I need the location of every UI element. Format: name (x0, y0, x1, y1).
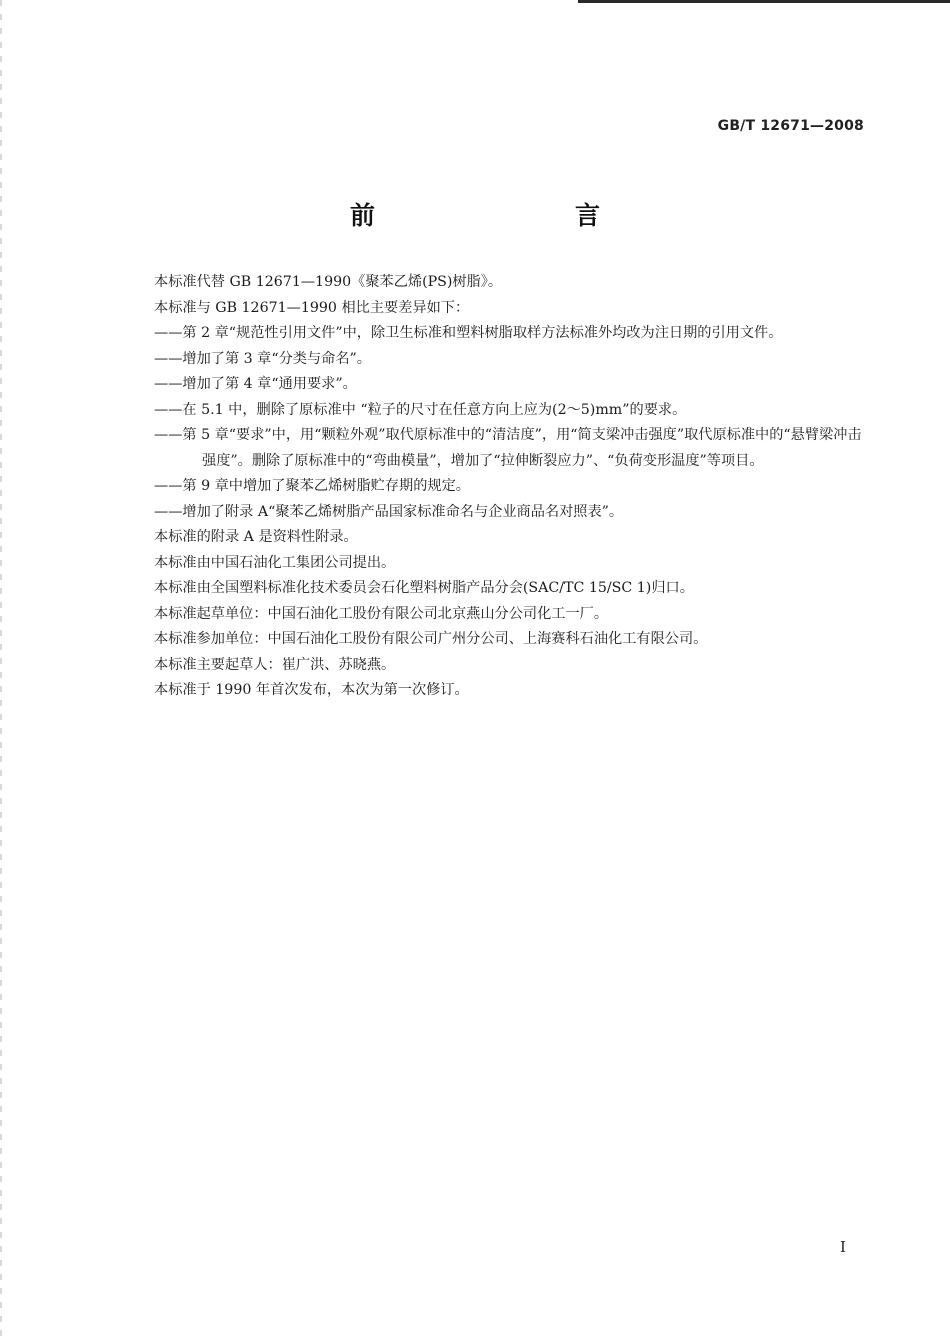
list-item: ——在 5.1 中，删除了原标准中 “粒子的尺寸在任意方向上应为(2～5)mm”的要求。 (154, 401, 687, 418)
paragraph: 本标准主要起草人：崔广洪、苏晓燕。 (154, 656, 396, 673)
list-item: ——增加了第 4 章“通用要求”。 (154, 376, 357, 392)
paragraph: 本标准与 GB 12671—1990 相比主要差异如下： (154, 299, 470, 316)
header-rule (578, 0, 950, 3)
page-title: 前 言 (349, 201, 650, 230)
paragraph: 本标准由全国塑料标准化技术委员会石化塑料树脂产品分会(SAC/TC 15/SC 1)归口。 (154, 580, 694, 596)
list-item: ——第 5 章“要求”中，用“颗粒外观”取代原标准中的“清洁度”，用“简支梁冲击强度”取代原标准中的“悬臂梁冲击强度”。删除了原标准中的“弯曲模量”，增加了“拉伸断裂应力”、“负荷变形温度”等项目。 (154, 427, 862, 469)
paragraph: 本标准参加单位：中国石油化工股份有限公司广州分公司、上海赛科石油化工有限公司。 (154, 631, 708, 647)
standard-code: GB/T 12671—2008 (717, 118, 864, 134)
list-item: ——增加了附录 A“聚苯乙烯树脂产品国家标准命名与企业商品名对照表”。 (154, 503, 624, 520)
list-item: ——第 9 章中增加了聚苯乙烯树脂贮存期的规定。 (154, 478, 470, 494)
paragraph: 本标准于 1990 年首次发布，本次为第一次修订。 (154, 682, 469, 698)
preface-body (154, 270, 874, 704)
paragraph: 本标准代替 GB 12671—1990《聚苯乙烯(PS)树脂》。 (154, 274, 503, 290)
page-number: I (840, 1238, 846, 1256)
paragraph: 本标准起草单位：中国石油化工股份有限公司北京燕山分公司化工一厂。 (154, 605, 609, 622)
paragraph: 本标准的附录 A 是资料性附录。 (154, 529, 358, 545)
list-item: ——增加了第 3 章“分类与命名”。 (154, 350, 371, 367)
paragraph: 本标准由中国石油化工集团公司提出。 (154, 554, 396, 571)
list-item: ——第 2 章“规范性引用文件”中，除卫生标准和塑料树脂取样方法标准外均改为注日期的引用文件。 (154, 325, 783, 341)
